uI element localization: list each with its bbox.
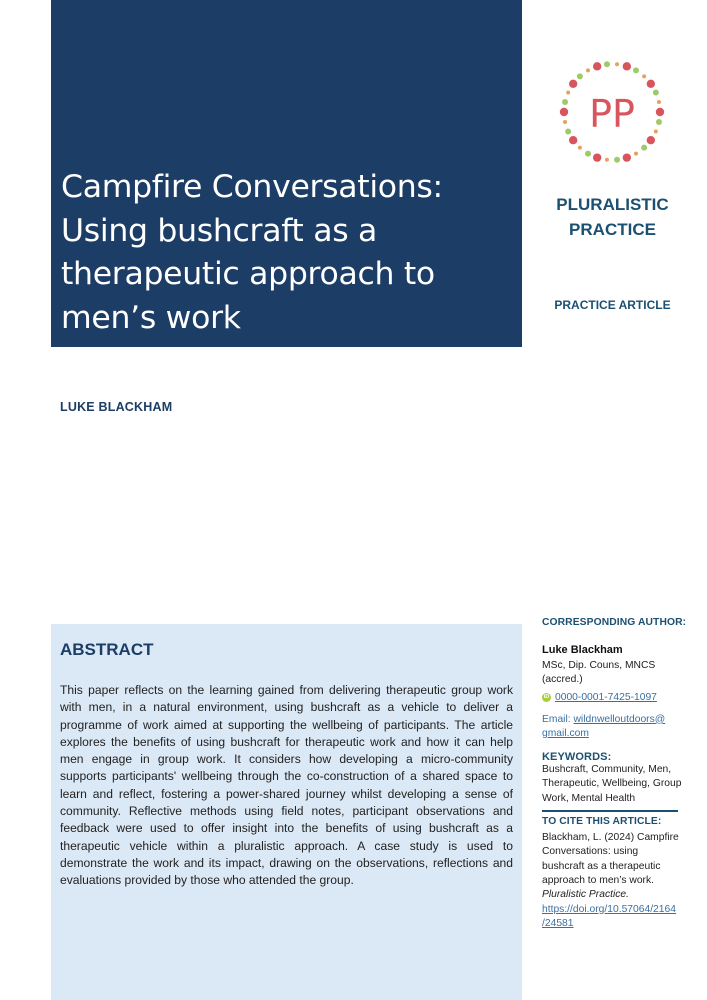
abstract-text: This paper reflects on the learning gained from delivering therapeutic group work with men, in a natural environment, using bushcraft as a vehicle to deliver a programme of work aimed at supporting the wellbeing of participants. The article explores the benefits of using bushcraft for therapeutic work and how it can help men engage in group work. It considers how developing a micro-community supports participants' wellbeing through the co-construction of a shared space to learn and reflect, fostering a power-shared journey whilst developing a sense of community. Reflective methods using field notes, participant observations and feedback were used to offer insight into the benefits of using bushcraft as a therapeutic vehicle within a pluralistic approach. A case study is used to demonstrate the work and its impact, drawing on the observations, reflections and evaluations provided by those who attended the group. <box>60 683 513 888</box>
logo-dot <box>654 130 658 134</box>
doi-link-part-1[interactable]: https://doi.org/10.57064/2164 <box>542 903 676 915</box>
article-sidebar <box>542 617 687 931</box>
logo-dot <box>585 151 591 157</box>
article-title-line-2: Using bushcraft as a <box>61 212 378 249</box>
corresponding-author-name: Luke Blackham <box>542 644 623 656</box>
journal-name <box>530 192 695 242</box>
logo-dot <box>569 80 577 88</box>
cite-heading: TO CITE THIS ARTICLE: <box>542 816 662 828</box>
logo-dot <box>614 157 620 163</box>
email-label: Email: <box>542 713 574 725</box>
logo-dot <box>633 67 639 73</box>
citation-line-3: bushcraft as a therapeutic <box>542 860 661 872</box>
logo-dot <box>656 119 662 125</box>
logo-dot <box>647 136 655 144</box>
logo-dot <box>615 62 619 66</box>
abstract-heading: ABSTRACT <box>60 640 154 659</box>
corresponding-author-heading: CORRESPONDING AUTHOR: <box>542 617 687 628</box>
logo-dot <box>563 120 567 124</box>
article-title-line-4: men’s work <box>61 299 241 336</box>
orcid-icon: iD <box>543 693 550 700</box>
logo-dot <box>604 61 610 67</box>
logo-dot <box>562 99 568 105</box>
keywords-list: Bushcraft, Community, Men, Therapeutic, Wellbeing, Group Work, Mental Health <box>542 764 682 804</box>
logo-dot <box>657 100 661 104</box>
logo-text: PP <box>589 92 635 136</box>
keywords-divider <box>542 810 678 812</box>
logo-dot <box>586 68 590 72</box>
email-link-part-1[interactable]: wildnwelloutdoors@ <box>573 713 666 725</box>
logo-dot <box>578 146 582 150</box>
citation-journal: Pluralistic Practice. <box>542 889 629 901</box>
logo-dot <box>593 153 601 161</box>
article-title-line-3: therapeutic approach to <box>61 256 435 292</box>
logo-dot <box>647 80 655 88</box>
logo-dot <box>634 152 638 156</box>
logo-dot <box>569 136 577 144</box>
orcid-link[interactable]: 0000-0001-7425-1097 <box>555 691 657 703</box>
citation-line-1: Blackham, L. (2024) Campfire <box>542 832 679 844</box>
article-title-line-1: Campfire Conversations: <box>61 169 443 205</box>
logo-dot <box>560 108 568 116</box>
journal-name-line-1: PLURALISTIC <box>556 195 669 214</box>
citation-line-2: Conversations: using <box>542 846 639 858</box>
doi-link-part-2[interactable]: /24581 <box>542 917 574 929</box>
email-block <box>542 713 687 742</box>
article-type: PRACTICE ARTICLE <box>554 298 671 312</box>
author-name: LUKE BLACKHAM <box>60 400 173 414</box>
citation-line-4: approach to men’s work. <box>542 874 654 886</box>
logo-dot <box>641 145 647 151</box>
logo-dot <box>605 158 609 162</box>
abstract-box <box>51 624 522 1000</box>
logo-dot <box>566 90 570 94</box>
orcid-row <box>542 692 687 703</box>
logo-dot <box>623 62 631 70</box>
keywords-heading: KEYWORDS: <box>542 751 612 764</box>
journal-name-line-2: PRACTICE <box>569 220 656 239</box>
pp-logo-icon <box>557 57 667 167</box>
email-link-part-2[interactable]: gmail.com <box>542 727 589 739</box>
logo-dot <box>656 108 664 116</box>
logo-dot <box>623 153 631 161</box>
title-block <box>51 0 522 347</box>
logo-dot <box>593 62 601 70</box>
logo-dot <box>653 89 659 95</box>
author-credentials: MSc, Dip. Couns, MNCS (accred.) <box>542 660 656 686</box>
logo-dot <box>565 129 571 135</box>
logo-dot <box>577 73 583 79</box>
logo-dot <box>642 74 646 78</box>
